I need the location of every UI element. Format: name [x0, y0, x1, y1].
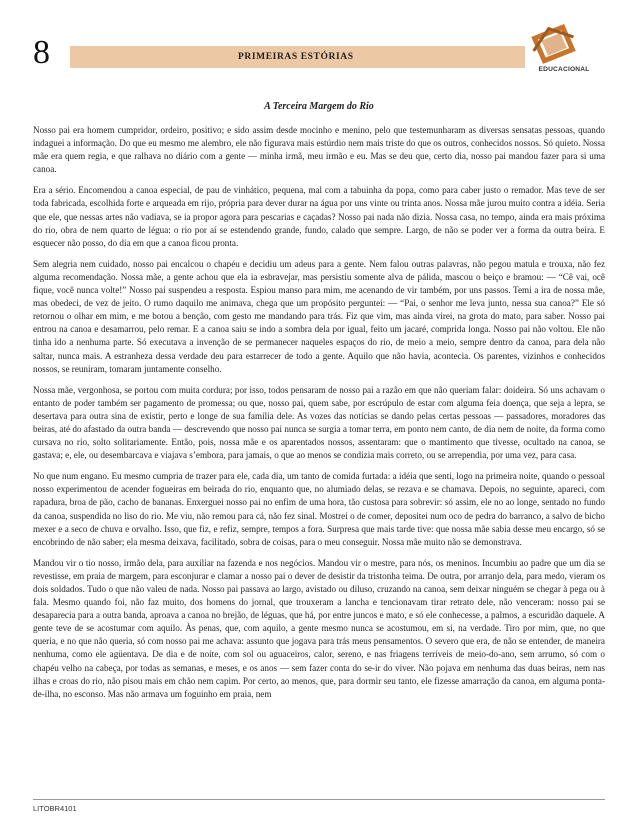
logo-label: EDUCACIONAL — [538, 66, 590, 73]
footer-divider — [33, 799, 605, 800]
paragraph: Nosso pai era homem cumpridor, ordeiro, positivo; e sido assim desde mocinho e menino, pelo que testemunharam as diversas sensatas pessoas, quando indaguei a informação. Do que eu mesmo me alembro, ele não figurava mais estúrdio nem mais triste do que os outros, conhecidos nossos. Só quieto. Nossa mãe era quem regia, e que ralhava no diário com a gente — minha irmã, meu irmão e eu. Mas se deu que, certo dia, nosso pai mandou fazer para si uma canoa. — [33, 125, 605, 175]
story-title: A Terceira Margem do Rio — [264, 101, 374, 112]
paragraph: Sem alegria nem cuidado, nosso pai encalcou o chapéu e decidiu um adeus para a gente. Nem falou outras palavras, não pegou matula e trouxa, não fez alguma recomendação. Nossa mãe, a gente achou que ela ia esbravejar, mas persistiu somente alva de pálida, mascou o beiço e bramou: — “Cê vai, ocê fique, você nunca volte!” Nosso pai suspendeu a resposta. Espiou manso para mim, me acenando de vir também, por uns passos. Temi a ira de nossa mãe, mas obedeci, de vez de jeito. O rumo daquilo me animava, chega que um propósito perguntei: — “Pai, o senhor me leva junto, nessa sua canoa?” Ele só retornou o olhar em mim, e me botou a benção, com gesto me mandando para trás. Fiz que vim, mas ainda virei, na grota do mato, para saber. Nosso pai entrou na canoa e desamarrou, pelo remar. E a canoa saiu se indo a sombra dela por igual, feito um jacaré, comprida longa. Nosso pai não voltou. Ele não tinha ido a nenhuma parte. Só executava a invenção de se permanecer naqueles espaços do rio, de meio a meio, sempre dentro da canoa, para dela não saltar, nunca mais. A estranheza dessa verdade deu para estarrecer de todo a gente. Aquilo que não havia, acontecia. Os parentes, vizinhos e conhecidos nossos, se reuniram, tomaram juntamente conselho. — [33, 258, 605, 374]
paragraph: No que num engano. Eu mesmo cumpria de trazer para ele, cada dia, um tanto de comida furtada: a idéia que senti, logo na primeira noite, quando o pessoal nosso experimentou de acender fogueiras em beirada do rio, enquanto que, no alumiado delas, se rezava e se chamava. Depois, no seguinte, apareci, com rapadura, broa de pão, cacho de bananas. Enxerguei nosso pai no enfim de uma hora, tão custosa para sobrevir: só assim, ele no ao longe, sentado no fundo da canoa, suspendida no liso do rio. Me viu, não remou para cá, não fez sinal. Mostrei o de comer, depositei num oco de pedra do barranco, a salvo de bicho mexer e a seco de chuva e orvalho. Isso, que fiz, e refiz, sempre, tempos a fora. Surpresa que mais tarde tive: que nossa mãe sabia desse meu encargo, só se encobrindo de não saber; ela mesma deixava, facilitado, sobra de coisas, para o meu conseguir. Nossa mãe muito não se demonstrava. — [33, 471, 605, 547]
paragraph: Nossa mãe, vergonhosa, se portou com muita cordura; por isso, todos pensaram de nosso pai a razão em que não queriam falar: doideira. Só uns achavam o entanto de poder também ser pagamento de promessa; ou que, nosso pai, quem sabe, por escrúpulo de estar com alguma feia doença, que seja a lepra, se desertava para outra sina de existir, perto e longe de sua família dele. As vozes das notícias se dando pelas certas pessoas — passadores, moradores das beiras, até do afastado da outra banda — descrevendo que nosso pai nunca se surgia a tomar terra, em ponto nem canto, de dia nem de noite, da forma como cursava no rio, solto solitariamente. Então, pois, nossa mãe e os aparentados nossos, assentaram: que o mantimento que tivesse, ocultado na canoa, se gastava; e, ele, ou desembarcava e viajava s’embora, para jamais, o que ao menos se condizia mais correto, ou se arrependia, por uma vez, para casa. — [33, 384, 605, 461]
paragraph: Era a sério. Encomendou a canoa especial, de pau de vinhático, pequena, mal com a tabuinha da popa, como para caber justo o remador. Mas teve de ser toda fabricada, escolhida forte e arqueada em rijo, própria para dever durar na água por uns vinte ou trinta anos. Nossa mãe jurou muito contra a idéia. Seria que ele, que nessas artes não vadiava, se ia propor agora para pescarias e caçadas? Nosso pai nada não dizia. Nossa casa, no tempo, ainda era mais próxima do rio, obra de nem quarto de légua: o rio por aí se estendendo grande, fundo, calado que sempre. Largo, de não se poder ver a forma da outra beira. E esquecer não posso, do dia em que a canoa ficou pronta. — [33, 185, 605, 248]
footer-code: LITOBR4101 — [33, 804, 77, 813]
story-body — [33, 124, 605, 709]
section-title: PRIMEIRAS ESTÓRIAS — [238, 52, 354, 62]
page-number: 8 — [33, 34, 50, 71]
paragraph: Mandou vir o tio nosso, irmão dela, para auxiliar na fazenda e nos negócios. Mandou vir o mestre, para nós, os meninos. Incumbiu ao padre que um dia se revestisse, em praia de margem, para esconjurar e clamar a nosso pai o dever de desistir da tristonha teima. De outra, por arranjo dela, para medo, vieram os dois soldados. Tudo o que não valeu de nada. Nosso pai passava ao largo, avistado ou diluso, cruzando na canoa, sem deixar ninguém se chegar à pega ou à fala. Mesmo quando foi, não faz muito, dos homens do jornal, que trouxeram a lancha e tencionavam tirar retrato dele, não venceram: nosso pai se desaparecia para a outra banda, aproava a canoa no brejão, de léguas, que há, por entre juncos e mato, e só ele conhecesse, a palmos, a escuridão daquele. A gente teve de se acostumar com aquilo. Às penas, que, com aquilo, a gente mesmo nunca se acostumou, em si, na verdade. Tiro por mim, que, no que queria, e no que não queria, só com nosso pai me achava: assunto que jogava para trás meus pensamentos. O severo que era, de não se entender, de maneira nenhuma, como ele agüentava. De dia e de noite, com sol ou aguaceiros, calor, sereno, e nas friagens terríveis de meio-do-ano, sem arrumo, só com o chapéu velho na cabeça, por todas as semanas, e meses, e os anos — sem fazer conta do se-ir do viver. Não pojava em nenhuma das duas beiras, nem nas ilhas e croas do rio, não pisou mais em chão nem capim. Por certo, ao menos, que, para dormir seu tanto, ele fizesse amarração da canoa, em alguma ponta-de-ilha, no esconso. Mas não armava um foguinho em praia, nem — [33, 557, 605, 699]
